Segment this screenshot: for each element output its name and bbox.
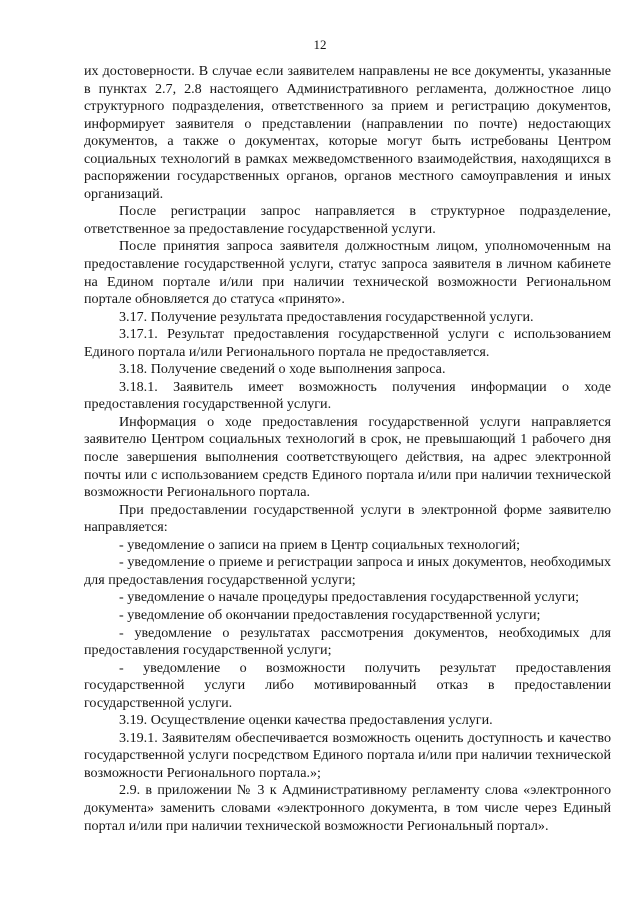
paragraph-2-9: 2.9. в приложении № 3 к Административному регламенту слова «электронного документа» заменить словами «электронного документа, в том числе через Единый портал и/или при наличии технической возможности Региональный портал». [84,782,611,834]
paragraph-3-18-1: 3.18.1. Заявитель имеет возможность получения информации о ходе предоставления государственной услуги. [84,378,611,413]
list-item: - уведомление об окончании предоставления государственной услуги; [119,606,541,623]
section-heading-3-18: 3.18. Получение сведений о ходе выполнения запроса. [119,361,446,378]
section-heading-3-17: 3.17. Получение результата предоставления государственной услуги. [119,308,534,325]
document-body [84,63,611,835]
list-item: - уведомление о записи на прием в Центр социальных технологий; [119,536,521,553]
paragraph-3-19-1: 3.19.1. Заявителям обеспечивается возможность оценить доступность и качество государственной услуги посредством Единого портала и/или при наличии технической возможности Регионального портала.»; [84,729,611,781]
list-item: - уведомление о приеме и регистрации запроса и иных документов, необходимых для предоставления государственной услуги; [84,554,611,588]
list-item: - уведомление о результатах рассмотрения документов, необходимых для предоставления государственной услуги; [84,624,611,659]
list-item: - уведомление о возможности получить результат предоставления государственной услуги либо мотивированный отказ в предоставлении государственной услуги. [84,659,611,711]
paragraph: Информация о ходе предоставления государственной услуги направляется заявителю Центром социальных технологий в срок, не превышающий 1 рабочего дня после завершения выполнения соответствующего действия, на адрес электронной почты или с использованием средств Единого портала и/или при наличии технической возможности Регионального портала. [84,413,611,501]
paragraph: После принятия запроса заявителя должностным лицом, уполномоченным на предоставление государственной услуги, статус запроса заявителя в личном кабинете на Едином портале и/или при наличии технической возможности Региональном портале обновляется до статуса «принято». [84,238,611,308]
paragraph-3-17-1: 3.17.1. Результат предоставления государственной услуги с использованием Единого портала и/или Регионального портала не предоставляется. [84,326,611,360]
section-heading-3-19: 3.19. Осуществление оценки качества предоставления услуги. [119,712,493,729]
list-item: - уведомление о начале процедуры предоставления государственной услуги; [119,589,580,606]
paragraph: После регистрации запрос направляется в структурное подразделение, ответственное за предоставление государственной услуги. [84,203,611,237]
paragraph-continuation: их достоверности. В случае если заявителем направлены не все документы, указанные в пунктах 2.7, 2.8 настоящего Административного регламента, должностное лицо структурного подразделения, ответственного за прием и регистрацию документов, информирует заявителя о представлении (направлении по почте) недостающих документов, а также о документах, которые могут быть истребованы Центром социальных технологий в рамках межведомственного взаимодействия, находящихся в распоряжении государственных органов, органов местного самоуправления и иных организаций. [84,63,611,202]
paragraph: При предоставлении государственной услуги в электронной форме заявителю направляется: [84,501,611,536]
page-number: 12 [313,37,327,52]
